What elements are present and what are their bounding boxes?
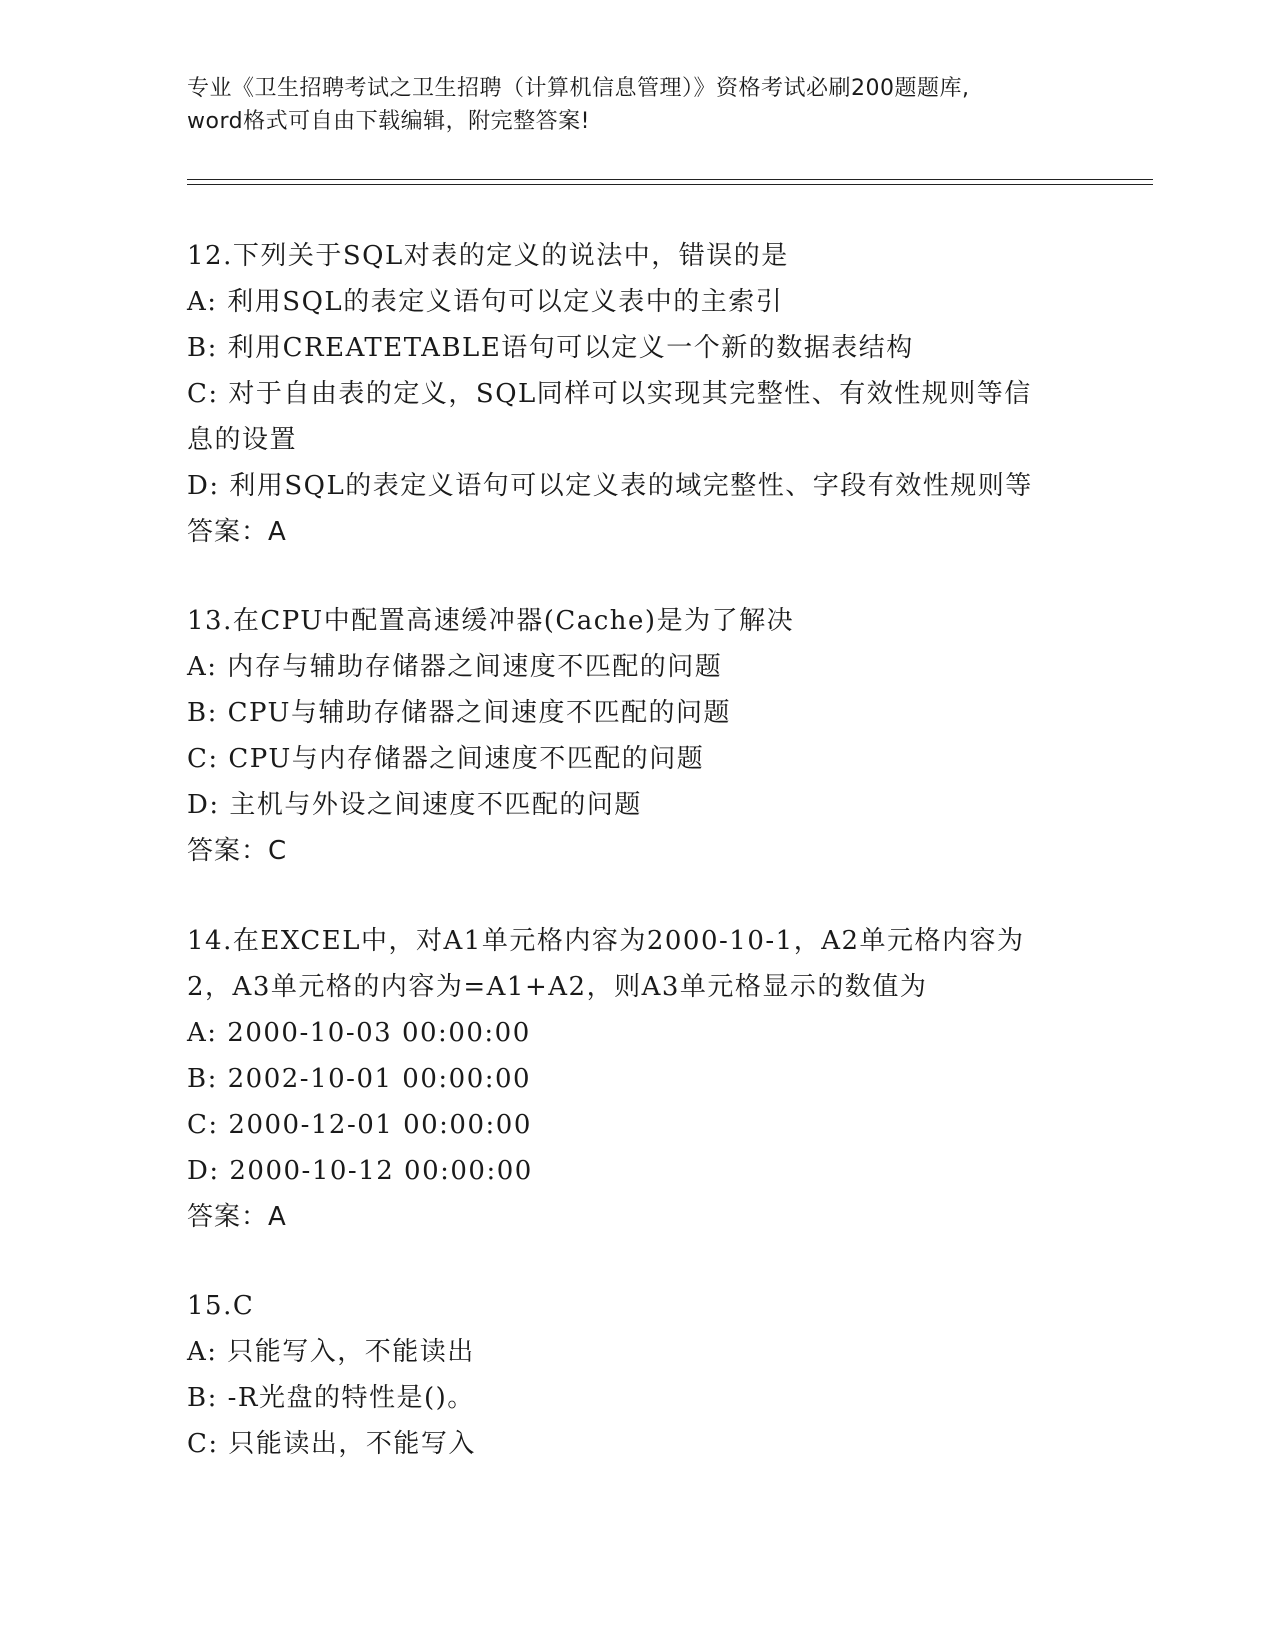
option-d: D: 主机与外设之间速度不匹配的问题 bbox=[187, 790, 642, 820]
option-d: D: 利用SQL的表定义语句可以定义表的域完整性、字段有效性规则等 bbox=[187, 471, 1033, 501]
option-c: C: 只能读出，不能写入 bbox=[187, 1429, 476, 1459]
option-b: B: 2002-10-01 00:00:00 bbox=[187, 1064, 532, 1094]
header-line-1: 专业《卫生招聘考试之卫生招聘（计算机信息管理）》资格考试必刷200题题库, bbox=[187, 76, 970, 101]
header-line-2: word格式可自由下载编辑，附完整答案! bbox=[187, 109, 590, 134]
question-stem: 15.C bbox=[187, 1291, 255, 1321]
option-a: A: 内存与辅助存储器之间速度不匹配的问题 bbox=[187, 652, 723, 682]
question-14 bbox=[187, 918, 1087, 1240]
option-a: A: 利用SQL的表定义语句可以定义表中的主索引 bbox=[187, 287, 784, 317]
option-a: A: 2000-10-03 00:00:00 bbox=[187, 1018, 531, 1048]
option-b: B: 利用CREATETABLE语句可以定义一个新的数据表结构 bbox=[187, 333, 914, 363]
question-stem: 13.在CPU中配置高速缓冲器(Cache)是为了解决 bbox=[187, 606, 795, 636]
answer: 答案：A bbox=[187, 517, 287, 547]
question-stem: 12.下列关于SQL对表的定义的说法中，错误的是 bbox=[187, 241, 789, 271]
option-c: C: 对于自由表的定义，SQL同样可以实现其完整性、有效性规则等信息的设置 bbox=[187, 379, 1032, 455]
document-header bbox=[187, 72, 1087, 138]
option-c: C: 2000-12-01 00:00:00 bbox=[187, 1110, 532, 1140]
option-a: A: 只能写入，不能读出 bbox=[187, 1337, 475, 1367]
question-stem: 14.在EXCEL中，对A1单元格内容为2000-10-1，A2单元格内容为2，A3单元格的内容为=A1+A2，则A3单元格显示的数值为 bbox=[187, 926, 1025, 1002]
question-13 bbox=[187, 598, 1087, 874]
option-b: B: -R光盘的特性是()。 bbox=[187, 1383, 475, 1413]
header-divider-bottom bbox=[187, 184, 1153, 185]
option-c: C: CPU与内存储器之间速度不匹配的问题 bbox=[187, 744, 705, 774]
header-divider-top bbox=[187, 179, 1153, 180]
question-15 bbox=[187, 1283, 1087, 1467]
question-12 bbox=[187, 233, 1087, 555]
answer: 答案：A bbox=[187, 1202, 287, 1232]
option-b: B: CPU与辅助存储器之间速度不匹配的问题 bbox=[187, 698, 731, 728]
answer: 答案：C bbox=[187, 836, 288, 866]
option-d: D: 2000-10-12 00:00:00 bbox=[187, 1156, 533, 1186]
